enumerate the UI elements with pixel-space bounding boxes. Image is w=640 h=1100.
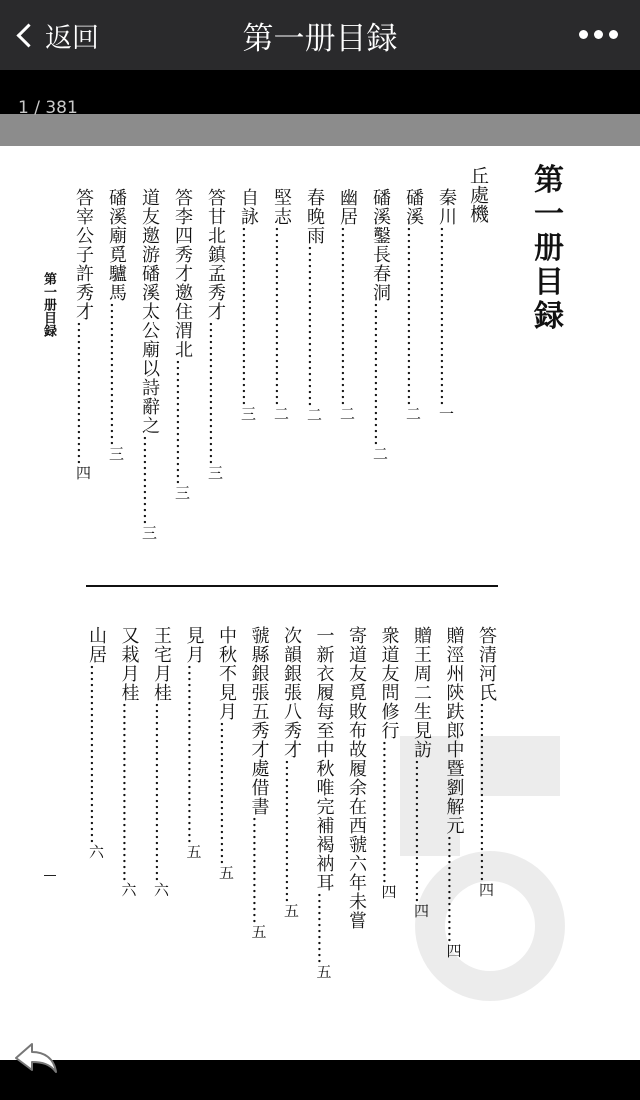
toc-leader-dots: …………………… bbox=[411, 759, 432, 903]
toc-page-number: 四 bbox=[444, 943, 463, 958]
toc-entry[interactable] bbox=[302, 188, 326, 422]
toc-page-number: 二 bbox=[272, 406, 290, 421]
toc-heading-char: 册 bbox=[534, 231, 564, 266]
toc-page-number: 四 bbox=[477, 882, 495, 897]
toc-entry[interactable] bbox=[137, 188, 161, 540]
toc-entry-title: 贈涇州陝趺郎中暨劉解元 bbox=[443, 626, 465, 835]
toc-entry-title: 答清河氏 bbox=[476, 626, 497, 702]
toc-entry-title: 贈王周二生見訪 bbox=[411, 626, 432, 759]
toc-page-number: 五 bbox=[282, 903, 300, 918]
toc-page-number: 四 bbox=[74, 465, 92, 480]
toc-entry[interactable] bbox=[368, 188, 392, 461]
toc-leader-dots: ………………………… bbox=[436, 226, 457, 406]
back-button-label: 返回 bbox=[45, 22, 99, 54]
toc-entry[interactable] bbox=[312, 626, 336, 979]
toc-entry[interactable] bbox=[149, 626, 173, 897]
more-options-button[interactable] bbox=[579, 30, 618, 39]
toc-entry[interactable] bbox=[182, 626, 206, 859]
toc-page-number: 三 bbox=[140, 525, 158, 540]
toc-leader-dots: ……………… bbox=[248, 816, 270, 924]
toc-entry-title: 一新衣履每至中秋唯完補褐衲耳 bbox=[313, 626, 335, 892]
toc-leader-dots: ………………………… bbox=[271, 226, 292, 406]
toc-page-number: 二 bbox=[305, 407, 323, 422]
toc-leader-dots: ………………………… bbox=[337, 226, 358, 406]
toc-leader-dots: ………………………… bbox=[86, 664, 107, 844]
toc-leader-dots: …………………… bbox=[370, 302, 391, 446]
toc-entry[interactable] bbox=[170, 188, 194, 500]
toc-leader-dots: ……………… bbox=[443, 835, 465, 943]
toc-page-number: 四 bbox=[412, 903, 430, 918]
document-page[interactable] bbox=[0, 146, 640, 1060]
page-header-band bbox=[0, 114, 640, 146]
toc-entry-title: 磻溪 bbox=[403, 188, 424, 226]
toc-leader-dots: ………………………… bbox=[238, 226, 259, 406]
toc-entry[interactable] bbox=[71, 188, 95, 480]
chevron-left-icon bbox=[16, 23, 40, 47]
toc-leader-dots: …………………… bbox=[378, 740, 400, 884]
author-name: 丘處機 bbox=[467, 166, 489, 223]
toc-entry[interactable] bbox=[104, 188, 128, 461]
toc-leader-dots: ………………………… bbox=[403, 226, 424, 406]
more-dots-icon bbox=[609, 30, 618, 39]
toc-entry[interactable] bbox=[442, 626, 466, 958]
toc-entry-title: 磻溪鑿長春洞 bbox=[370, 188, 391, 302]
running-heading: 第一册目録 bbox=[41, 272, 56, 337]
back-button[interactable] bbox=[14, 16, 99, 54]
toc-entry-title: 答宰公子許秀才 bbox=[73, 188, 94, 321]
toc-page-number: 一 bbox=[437, 406, 455, 421]
toc-page-number: 四 bbox=[379, 884, 398, 899]
toc-leader-dots: …………………… bbox=[73, 321, 94, 465]
toc-leader-dots: ………………… bbox=[172, 359, 193, 485]
toc-entry-title: 衆道友問修行 bbox=[378, 626, 400, 740]
toc-entry-title: 又栽月桂 bbox=[118, 626, 140, 702]
toc-entry-title: 中秋不見月 bbox=[216, 626, 237, 721]
toc-entry-title: 王宅月桂 bbox=[151, 626, 172, 702]
viewer-top-area bbox=[0, 70, 640, 114]
toc-page-number: 三 bbox=[239, 406, 257, 421]
toc-entry-title: 見月 bbox=[183, 626, 205, 664]
toc-entry[interactable] bbox=[474, 626, 498, 897]
toc-entry[interactable] bbox=[401, 188, 425, 421]
more-dots-icon bbox=[594, 30, 603, 39]
toc-entry-title: 自詠 bbox=[238, 188, 259, 226]
toc-page-number: 五 bbox=[217, 865, 235, 880]
toc-entry-title: 寄道友覓敗布故履余在西虢六年未嘗 bbox=[346, 626, 367, 930]
toc-page-number: 二 bbox=[371, 446, 389, 461]
toc-entry[interactable] bbox=[247, 626, 271, 939]
toc-page-number: 六 bbox=[119, 882, 138, 897]
toc-leader-dots: ………………………… bbox=[118, 702, 140, 882]
toc-entry[interactable] bbox=[344, 626, 368, 930]
toc-page-number: 五 bbox=[184, 844, 203, 859]
toc-leader-dots: …………… bbox=[139, 435, 160, 525]
toc-entry[interactable] bbox=[377, 626, 401, 899]
toc-leader-dots: ………………………… bbox=[183, 664, 205, 844]
toc-entry[interactable] bbox=[84, 626, 108, 859]
toc-heading bbox=[524, 164, 574, 334]
toc-entry[interactable] bbox=[335, 188, 359, 421]
toc-heading-char: 一 bbox=[534, 197, 564, 232]
top-navigation-bar bbox=[0, 0, 640, 70]
toc-entry-title: 磻溪廟覓驢馬 bbox=[106, 188, 127, 302]
toc-entry-title: 道友邀游磻溪太公廟以詩辭之 bbox=[139, 188, 160, 435]
toc-entry[interactable] bbox=[203, 188, 227, 480]
section-divider bbox=[86, 585, 498, 587]
toc-entry-title: 春晚雨 bbox=[304, 188, 325, 245]
toc-page-number: 三 bbox=[107, 446, 125, 461]
toc-leader-dots: ……………………… bbox=[304, 245, 325, 407]
toc-leader-dots: ………………………… bbox=[151, 702, 172, 882]
toc-page-number: 五 bbox=[314, 964, 333, 979]
toc-entry[interactable] bbox=[214, 626, 238, 880]
toc-entry-title: 虢縣銀張五秀才處借書 bbox=[248, 626, 270, 816]
toc-entry-title: 堅志 bbox=[271, 188, 292, 226]
toc-entry-title: 秦川 bbox=[436, 188, 457, 226]
toc-entry[interactable] bbox=[236, 188, 260, 421]
toc-page-number: 三 bbox=[206, 465, 224, 480]
toc-leader-dots: ………………………… bbox=[476, 702, 497, 882]
toc-entry-title: 山居 bbox=[86, 626, 107, 664]
toc-page-number: 三 bbox=[173, 485, 191, 500]
toc-entry[interactable] bbox=[409, 626, 433, 918]
toc-heading-char: 第 bbox=[534, 163, 564, 198]
toc-heading-char: 録 bbox=[534, 299, 564, 334]
share-arrow-icon[interactable] bbox=[12, 1036, 60, 1080]
toc-entry[interactable] bbox=[117, 626, 141, 897]
toc-page-number: 六 bbox=[87, 844, 105, 859]
toc-leader-dots: …………………… bbox=[205, 321, 226, 465]
toc-page-number: 五 bbox=[249, 924, 268, 939]
toc-entry[interactable] bbox=[434, 188, 458, 421]
page-counter: 1 / 381 bbox=[18, 98, 78, 118]
toc-heading-char: 目 bbox=[534, 265, 564, 300]
bottom-toolbar bbox=[0, 1060, 640, 1100]
toc-entry[interactable] bbox=[269, 188, 293, 421]
toc-leader-dots: …………………… bbox=[216, 721, 237, 865]
toc-page-number: 六 bbox=[152, 882, 170, 897]
toc-leader-dots: …………………… bbox=[106, 302, 127, 446]
toc-entry-title: 答甘北鎮孟秀才 bbox=[205, 188, 226, 321]
toc-leader-dots: …………………… bbox=[281, 759, 302, 903]
toc-entry-title: 答李四秀才邀住渭北 bbox=[172, 188, 193, 359]
toc-entry[interactable] bbox=[279, 626, 303, 918]
more-dots-icon bbox=[579, 30, 588, 39]
toc-entry-title: 幽居 bbox=[337, 188, 358, 226]
page-folio-number bbox=[44, 875, 56, 876]
toc-page-number: 二 bbox=[338, 406, 356, 421]
toc-page-number: 二 bbox=[404, 406, 422, 421]
page-title: 第一册目録 bbox=[242, 21, 398, 57]
toc-leader-dots: ………… bbox=[313, 892, 335, 964]
toc-entry-title: 次韻銀張八秀才 bbox=[281, 626, 302, 759]
